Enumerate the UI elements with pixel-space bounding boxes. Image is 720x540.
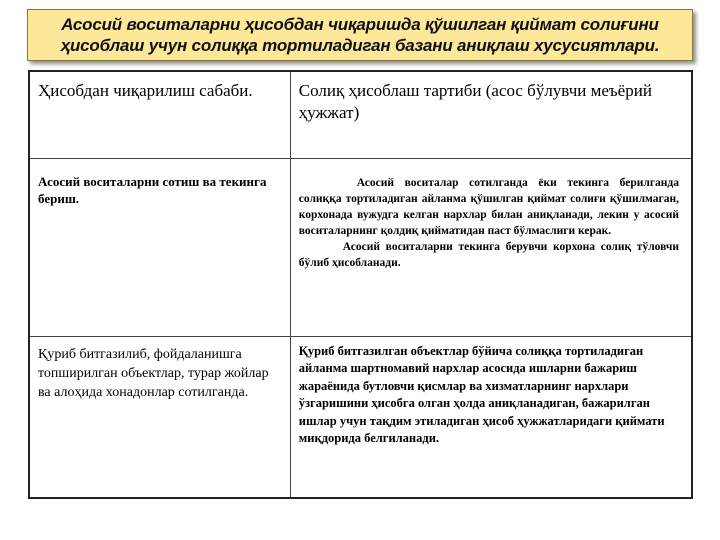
- page-title: Асосий воситаларни ҳисобдан чиқаришда қўшилган қиймат солиғини ҳисоблаш учун солиққа тортиладиган базани аниқлаш хусусиятлари.: [60, 15, 660, 55]
- table-row: [29, 336, 692, 498]
- row2-procedure: Қуриб битгазилган объектлар бўйича солиққа тортиладиган айланма шартномавий нархлар асосида ишларни бажариш жараёнида бутловчи қисмлар ва хизматларнинг нархлари ўзгаришини ҳисобга олган ҳолда аниқланадиган, бажарилган ишлар учун тақдим этиладиган ҳисоб ҳужжатларидаги қиймати миқдорида белгиланади.: [290, 336, 692, 498]
- table-row: [29, 158, 692, 336]
- row1-reason: Асосий воситаларни сотиш ва текинга бериш.: [29, 158, 290, 336]
- table-header-row: [29, 71, 692, 158]
- header-procedure: Солиқ ҳисоблаш тартиби (асос бўлувчи меъёрий ҳужжат): [290, 71, 692, 158]
- row1-procedure-para2: Асосий воситаларни текинга берувчи корхона солиқ тўловчи бўлиб ҳисобланади.: [298, 240, 679, 269]
- tax-table: [28, 70, 693, 499]
- header-reason: Ҳисобдан чиқарилиш сабаби.: [29, 71, 290, 158]
- row1-procedure: [290, 158, 692, 336]
- row2-reason: Қуриб битгазилиб, фойдаланишга топширилган объектлар, турар жойлар ва алоҳида хонадонлар сотилганда.: [29, 336, 290, 498]
- title-banner: [27, 9, 693, 61]
- row1-procedure-para1: Асосий воситалар сотилганда ёки текинга берилганда солиққа тортиладиган айланма қўшилган қиймат солиғи қўшилмаган, корхонада вужудга келган нархлар билан аниқланади, лекин у асосий воситаларнинг қолдиқ қийматидан паст бўлмаслиги керак.: [298, 176, 679, 237]
